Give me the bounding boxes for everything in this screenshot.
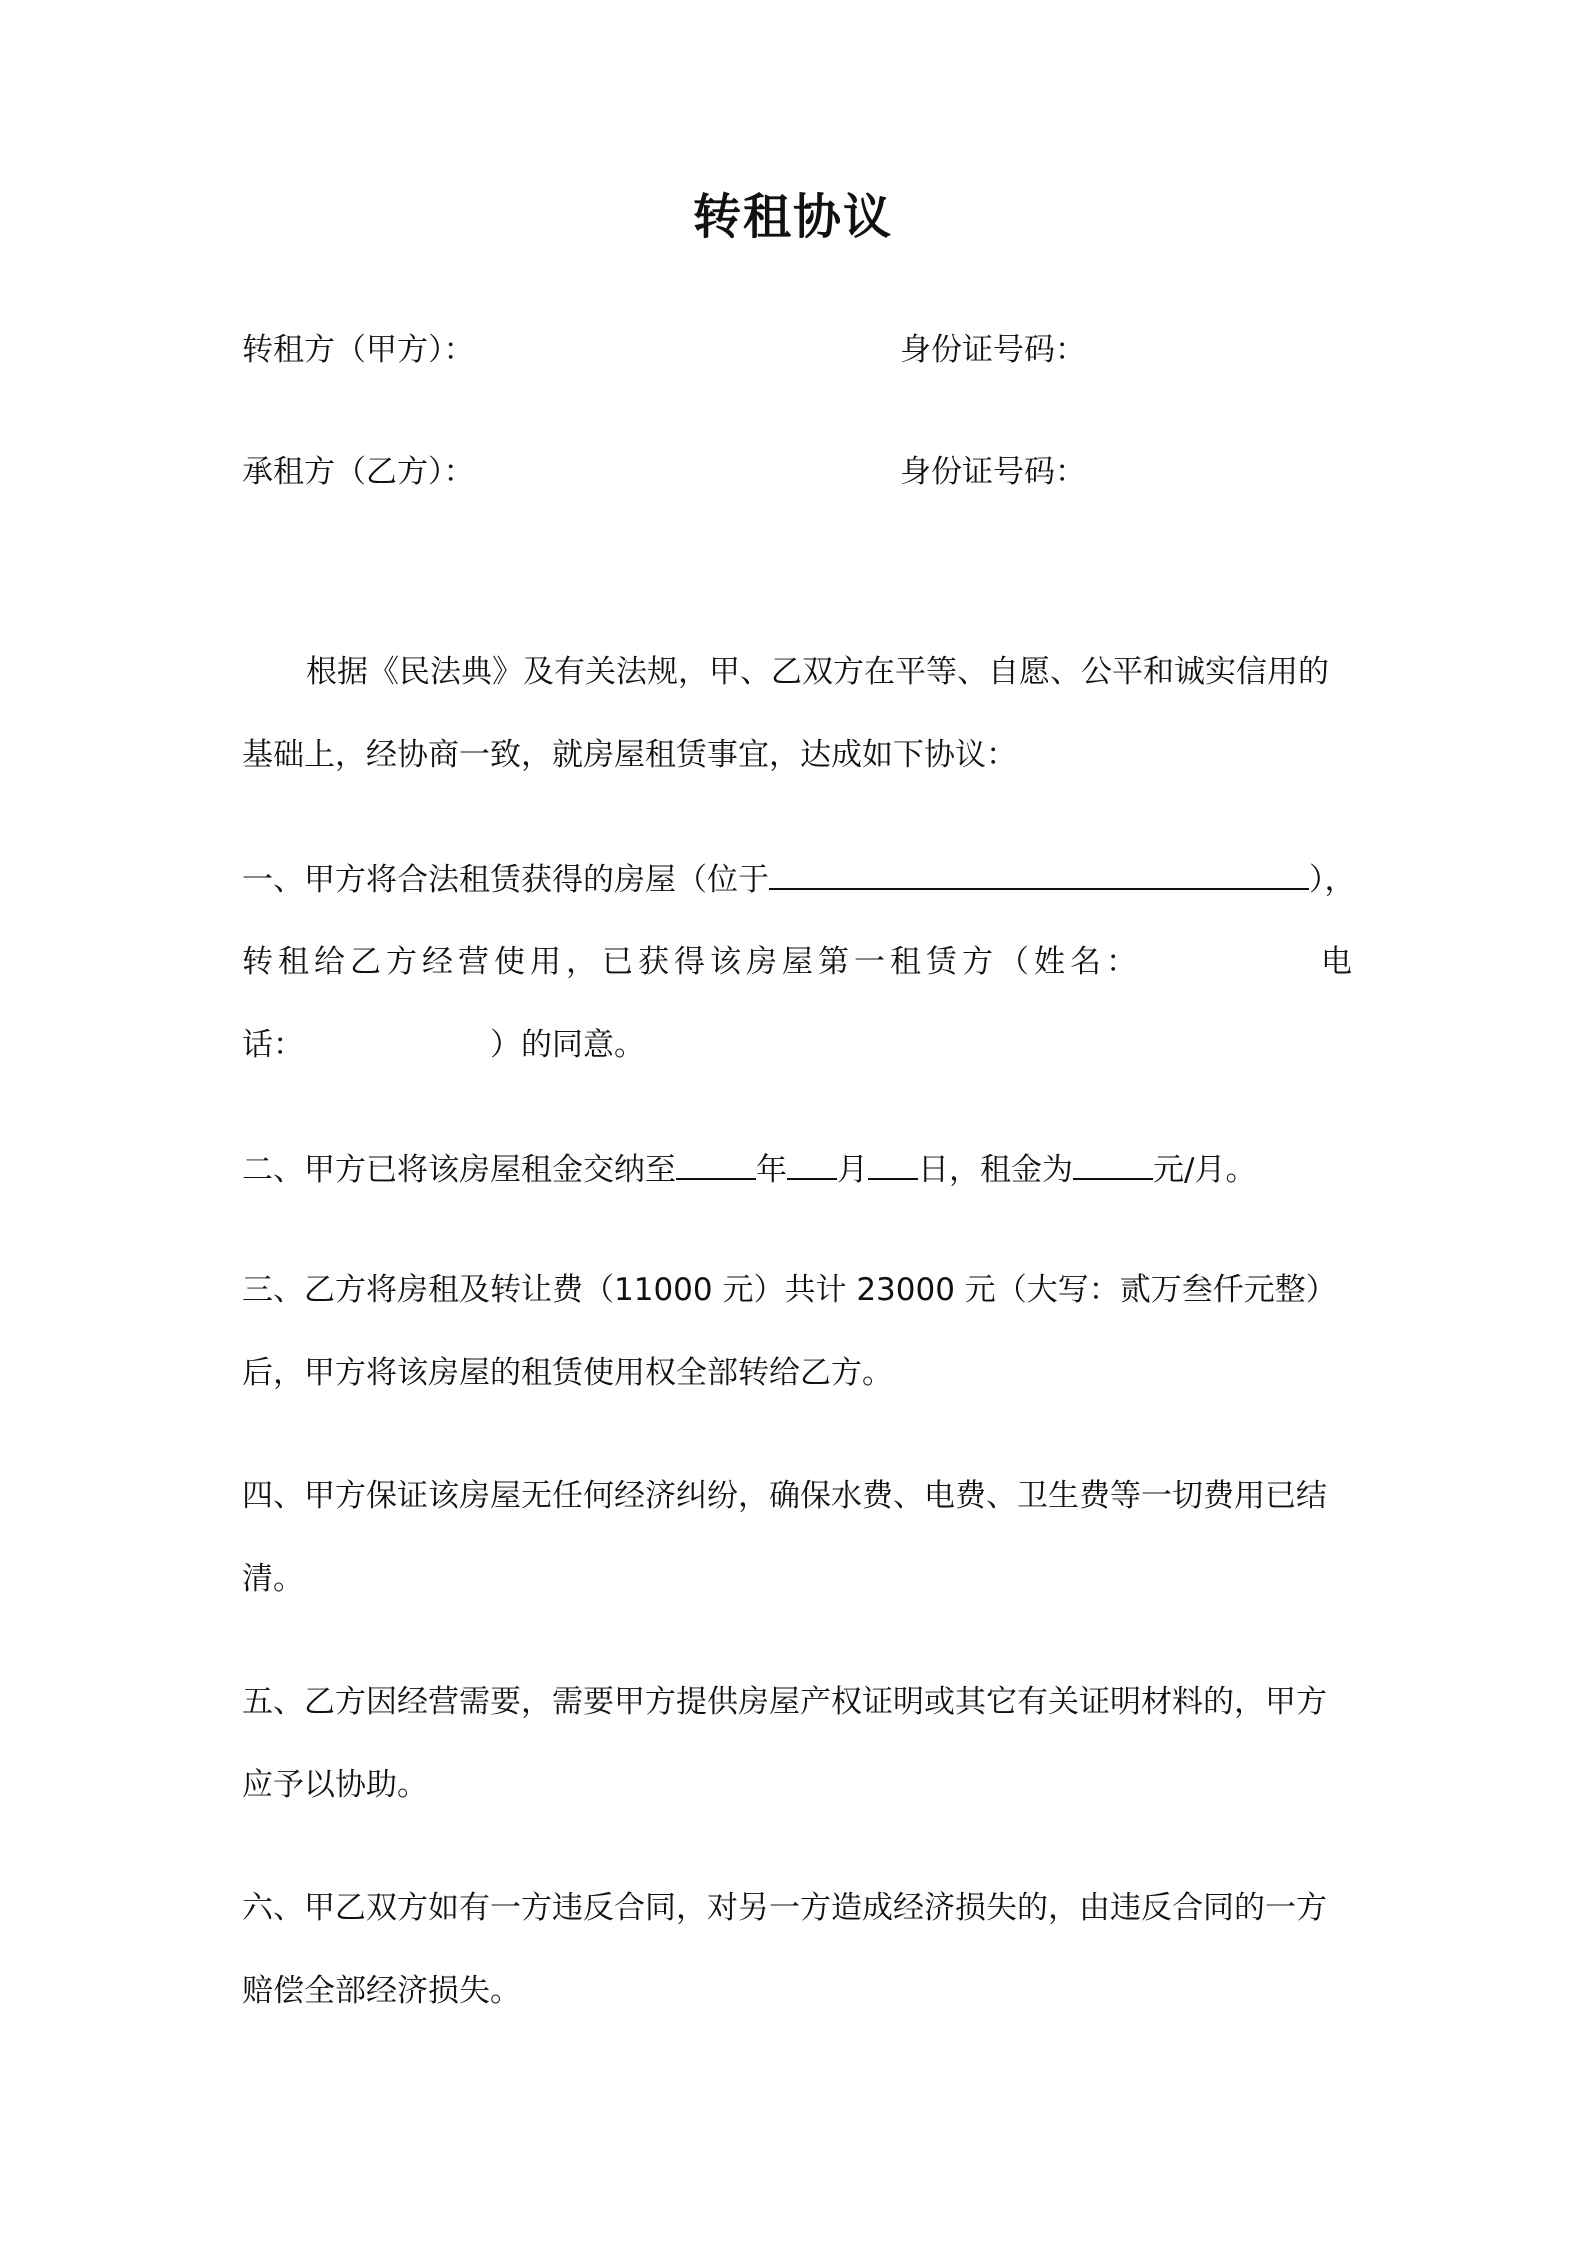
clause-5-line-2: 应予以协助。 [242, 1767, 428, 1803]
month-blank [787, 1148, 837, 1180]
rent-blank [1073, 1148, 1153, 1180]
clause-1-line-3 [242, 1025, 1352, 1065]
clause-1-line-3-right: ）的同意。 [490, 1027, 645, 1063]
clause-6-line-2: 赔偿全部经济损失。 [242, 1973, 521, 2009]
clause-1-line-2-right: 电 [1321, 944, 1352, 980]
clause-1-text-a: 一、甲方将合法租赁获得的房屋（位于 [242, 862, 769, 898]
clause-1-line-1 [242, 858, 1356, 900]
document-title: 转租协议 [692, 189, 893, 245]
clause-3-line-2: 后，甲方将该房屋的租赁使用权全部转给乙方。 [242, 1355, 893, 1391]
clause-1-line-2 [242, 942, 1352, 982]
clause-2-prefix: 二、甲方已将该房屋租金交纳至 [242, 1152, 676, 1188]
clause-6-line-1: 六、甲乙双方如有一方违反合同，对另一方造成经济损失的，由违反合同的一方 [242, 1890, 1327, 1926]
day-blank [868, 1148, 918, 1180]
address-blank [769, 858, 1309, 890]
clause-2-day: 日，租金为 [918, 1152, 1073, 1188]
clause-1-line-3-left: 话： [242, 1027, 304, 1063]
lessor-id-label: 身份证号码： [900, 332, 1086, 368]
clause-4-line-2: 清。 [242, 1561, 304, 1597]
lessee-label: 承租方（乙方）： [242, 454, 475, 490]
clause-2-year: 年 [756, 1152, 787, 1188]
clause-1-line-2-left: 转租给乙方经营使用，已获得该房屋第一租赁方（姓名： [242, 944, 1142, 980]
preamble-line-2: 基础上，经协商一致，就房屋租赁事宜，达成如下协议： [242, 737, 1017, 773]
clause-2-unit: 元/月。 [1153, 1152, 1257, 1188]
preamble-line-1: 根据《民法典》及有关法规，甲、乙双方在平等、自愿、公平和诚实信用的 [306, 654, 1329, 690]
lessee-id-label: 身份证号码： [900, 454, 1086, 490]
clause-2 [242, 1148, 1352, 1190]
clause-5-line-1: 五、乙方因经营需要，需要甲方提供房屋产权证明或其它有关证明材料的，甲方 [242, 1684, 1327, 1720]
clause-2-month: 月 [837, 1152, 868, 1188]
clause-4-line-1: 四、甲方保证该房屋无任何经济纠纷，确保水费、电费、卫生费等一切费用已结 [242, 1478, 1327, 1514]
lessor-label: 转租方（甲方）： [242, 332, 475, 368]
clause-3-line-1: 三、乙方将房租及转让费（11000 元）共计 23000 元（大写：贰万叁仟元整） [242, 1272, 1337, 1308]
clause-1-text-b: ）， [1309, 862, 1356, 898]
year-blank [676, 1148, 756, 1180]
